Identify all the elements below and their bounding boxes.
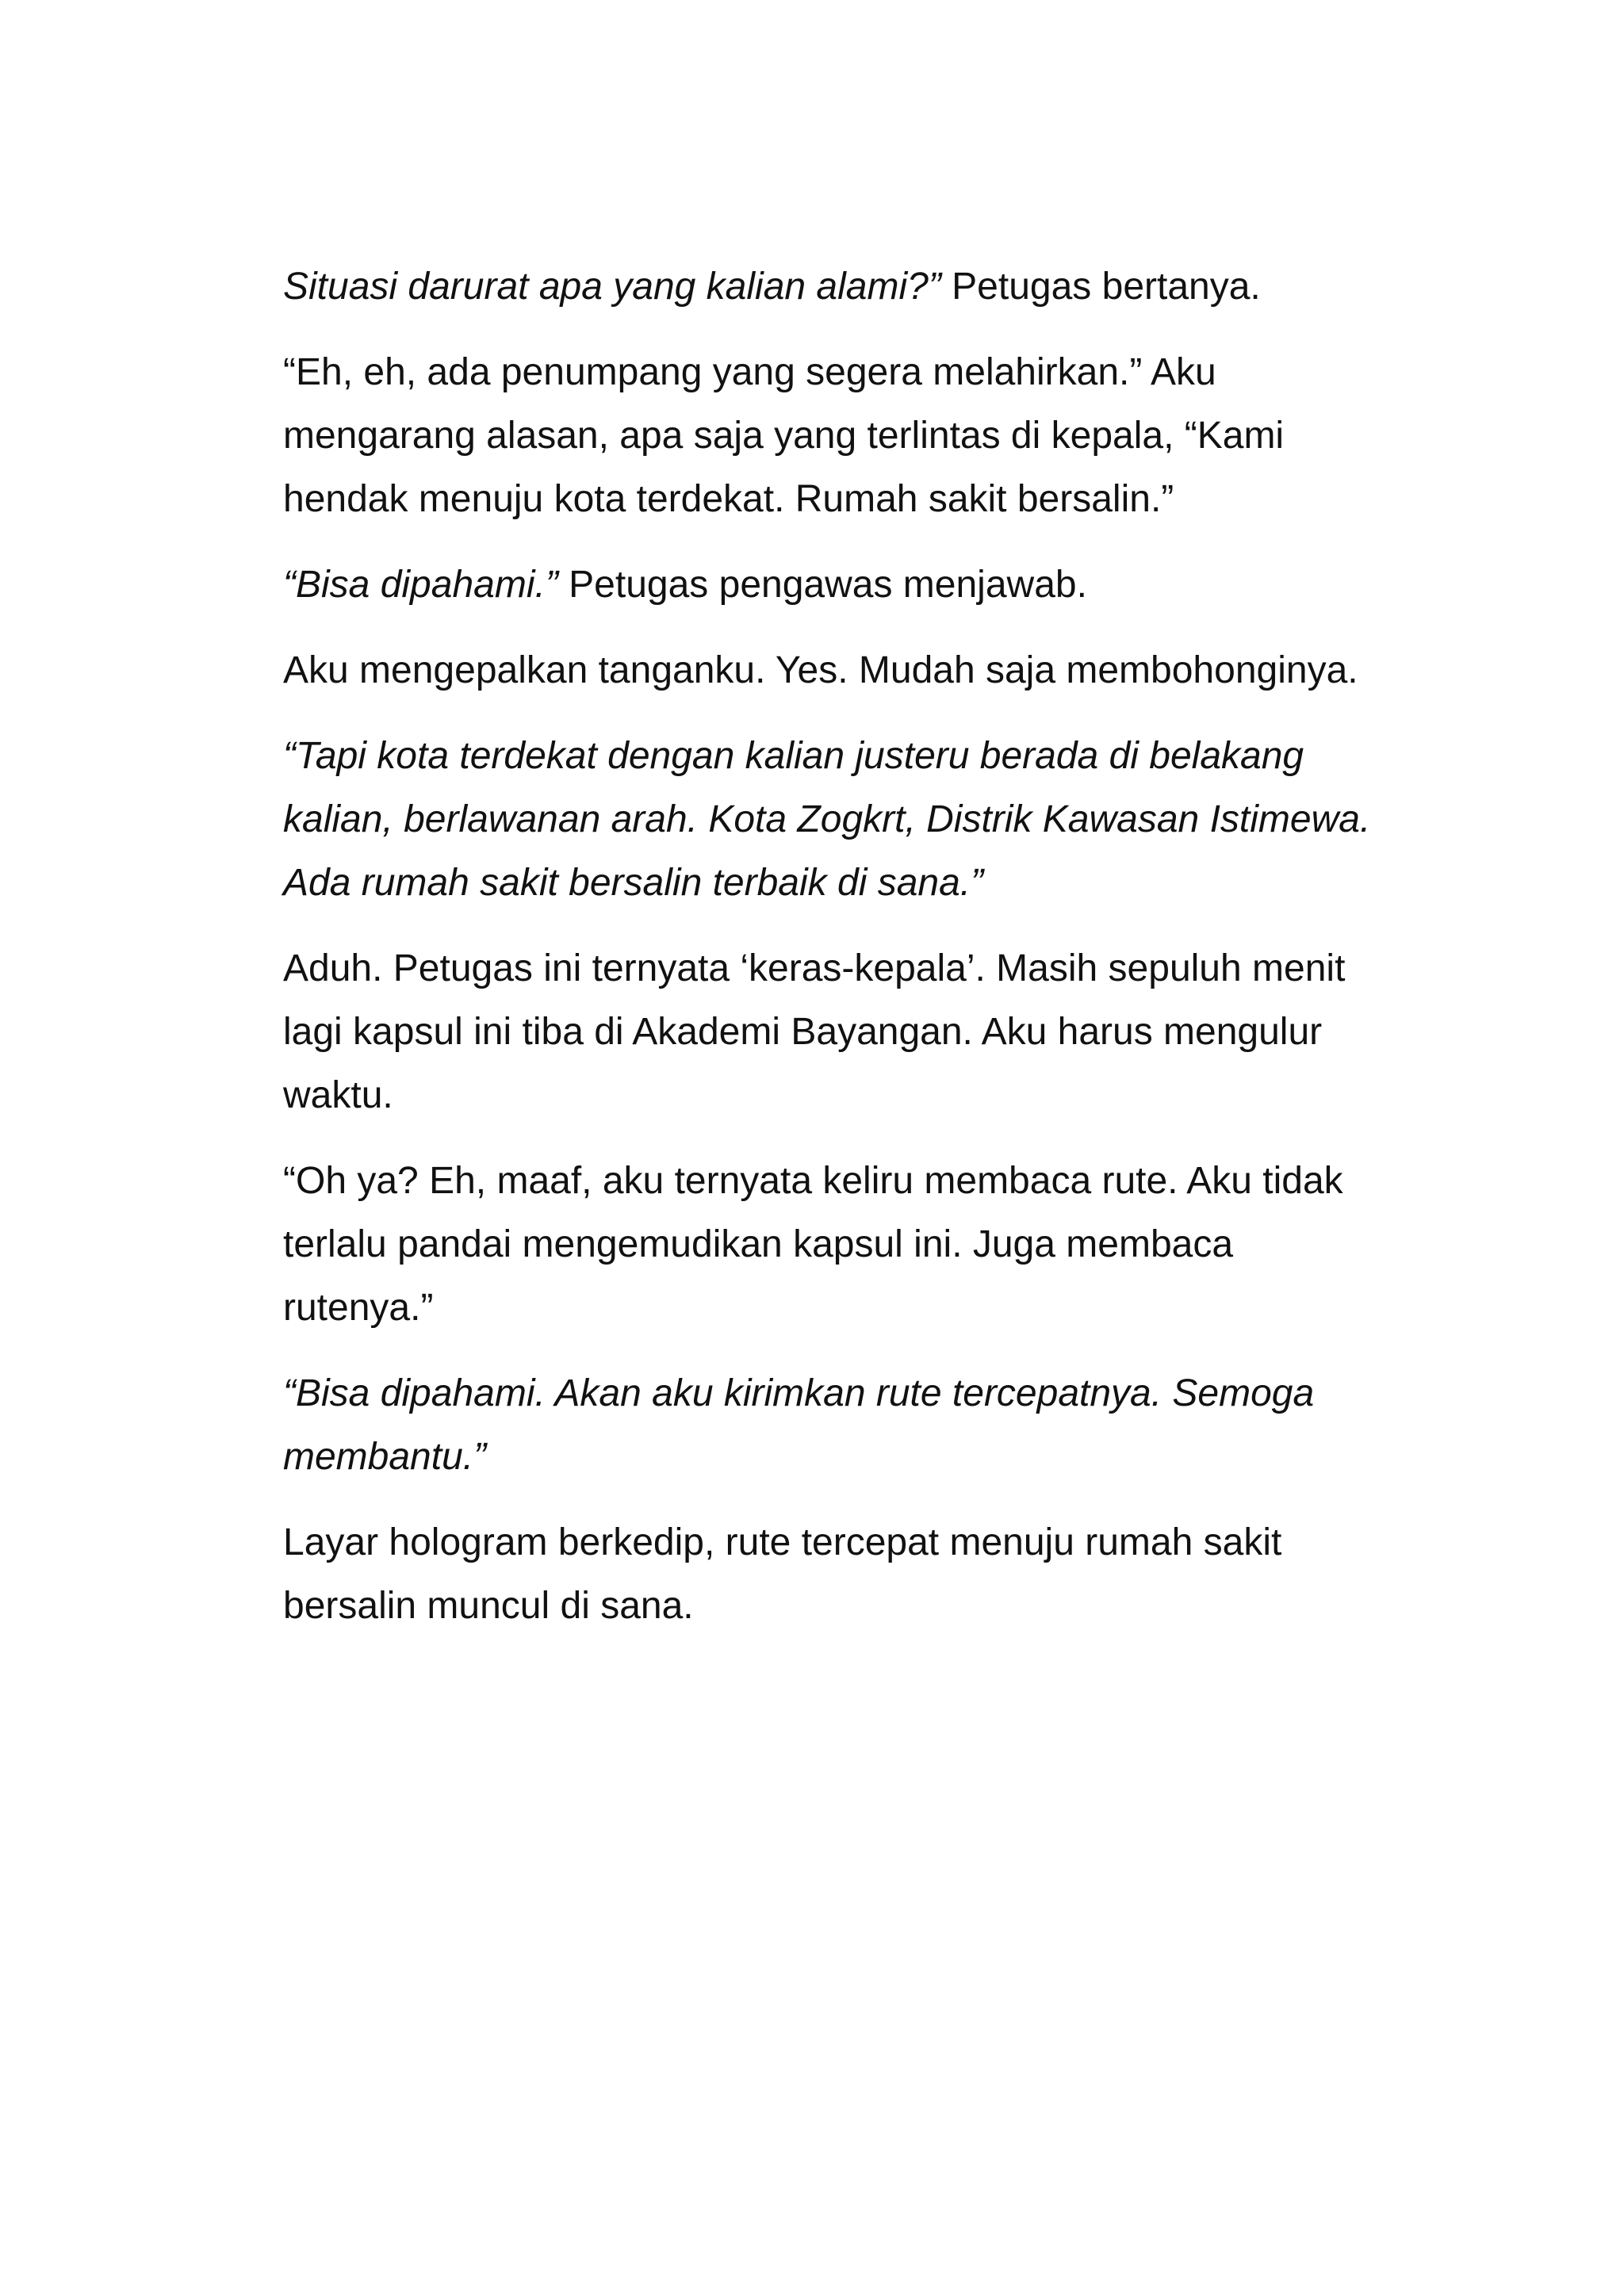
plain-text: “Oh ya? Eh, maaf, aku ternyata keliru membaca rute. Aku tidak terlalu pandai mengemudikan kapsul ini. Juga membaca rutenya.” [283,1160,1343,1329]
italic-text: “Tapi kota terdekat dengan kalian justeru berada di belakang kalian, berlawanan arah. Kota Zogkrt, Distrik Kawasan Istimewa. Ada rumah sakit bersalin terbaik di sana.” [283,735,1371,904]
paragraph [283,639,1377,702]
paragraph [283,725,1377,915]
paragraph [283,937,1377,1127]
plain-text: “Eh, eh, ada penumpang yang segera melahirkan.” Aku mengarang alasan, apa saja yang terlintas di kepala, “Kami hendak menuju kota terdekat. Rumah sakit bersalin.” [283,351,1285,520]
italic-text: “Bisa dipahami. Akan aku kirimkan rute tercepatnya. Semoga membantu.” [283,1372,1315,1478]
italic-text: “Bisa dipahami.” [283,564,558,606]
plain-text: Petugas bertanya. [940,266,1261,308]
body-text [283,255,1377,1660]
plain-text: Aku mengepalkan tanganku. Yes. Mudah saja membohonginya. [283,649,1358,691]
paragraph [283,1362,1377,1489]
paragraph [283,1150,1377,1340]
paragraph [283,341,1377,531]
italic-text: Situasi darurat apa yang kalian alami?” [283,266,941,308]
paragraph [283,255,1377,319]
paragraph [283,553,1377,617]
plain-text: Petugas pengawas menjawab. [557,564,1087,606]
plain-text: Layar hologram berkedip, rute tercepat menuju rumah sakit bersalin muncul di sana. [283,1521,1282,1627]
plain-text: Aduh. Petugas ini ternyata ‘keras-kepala’. Masih sepuluh menit lagi kapsul ini tiba di Akademi Bayangan. Aku harus mengulur waktu. [283,947,1346,1116]
paragraph [283,1511,1377,1638]
